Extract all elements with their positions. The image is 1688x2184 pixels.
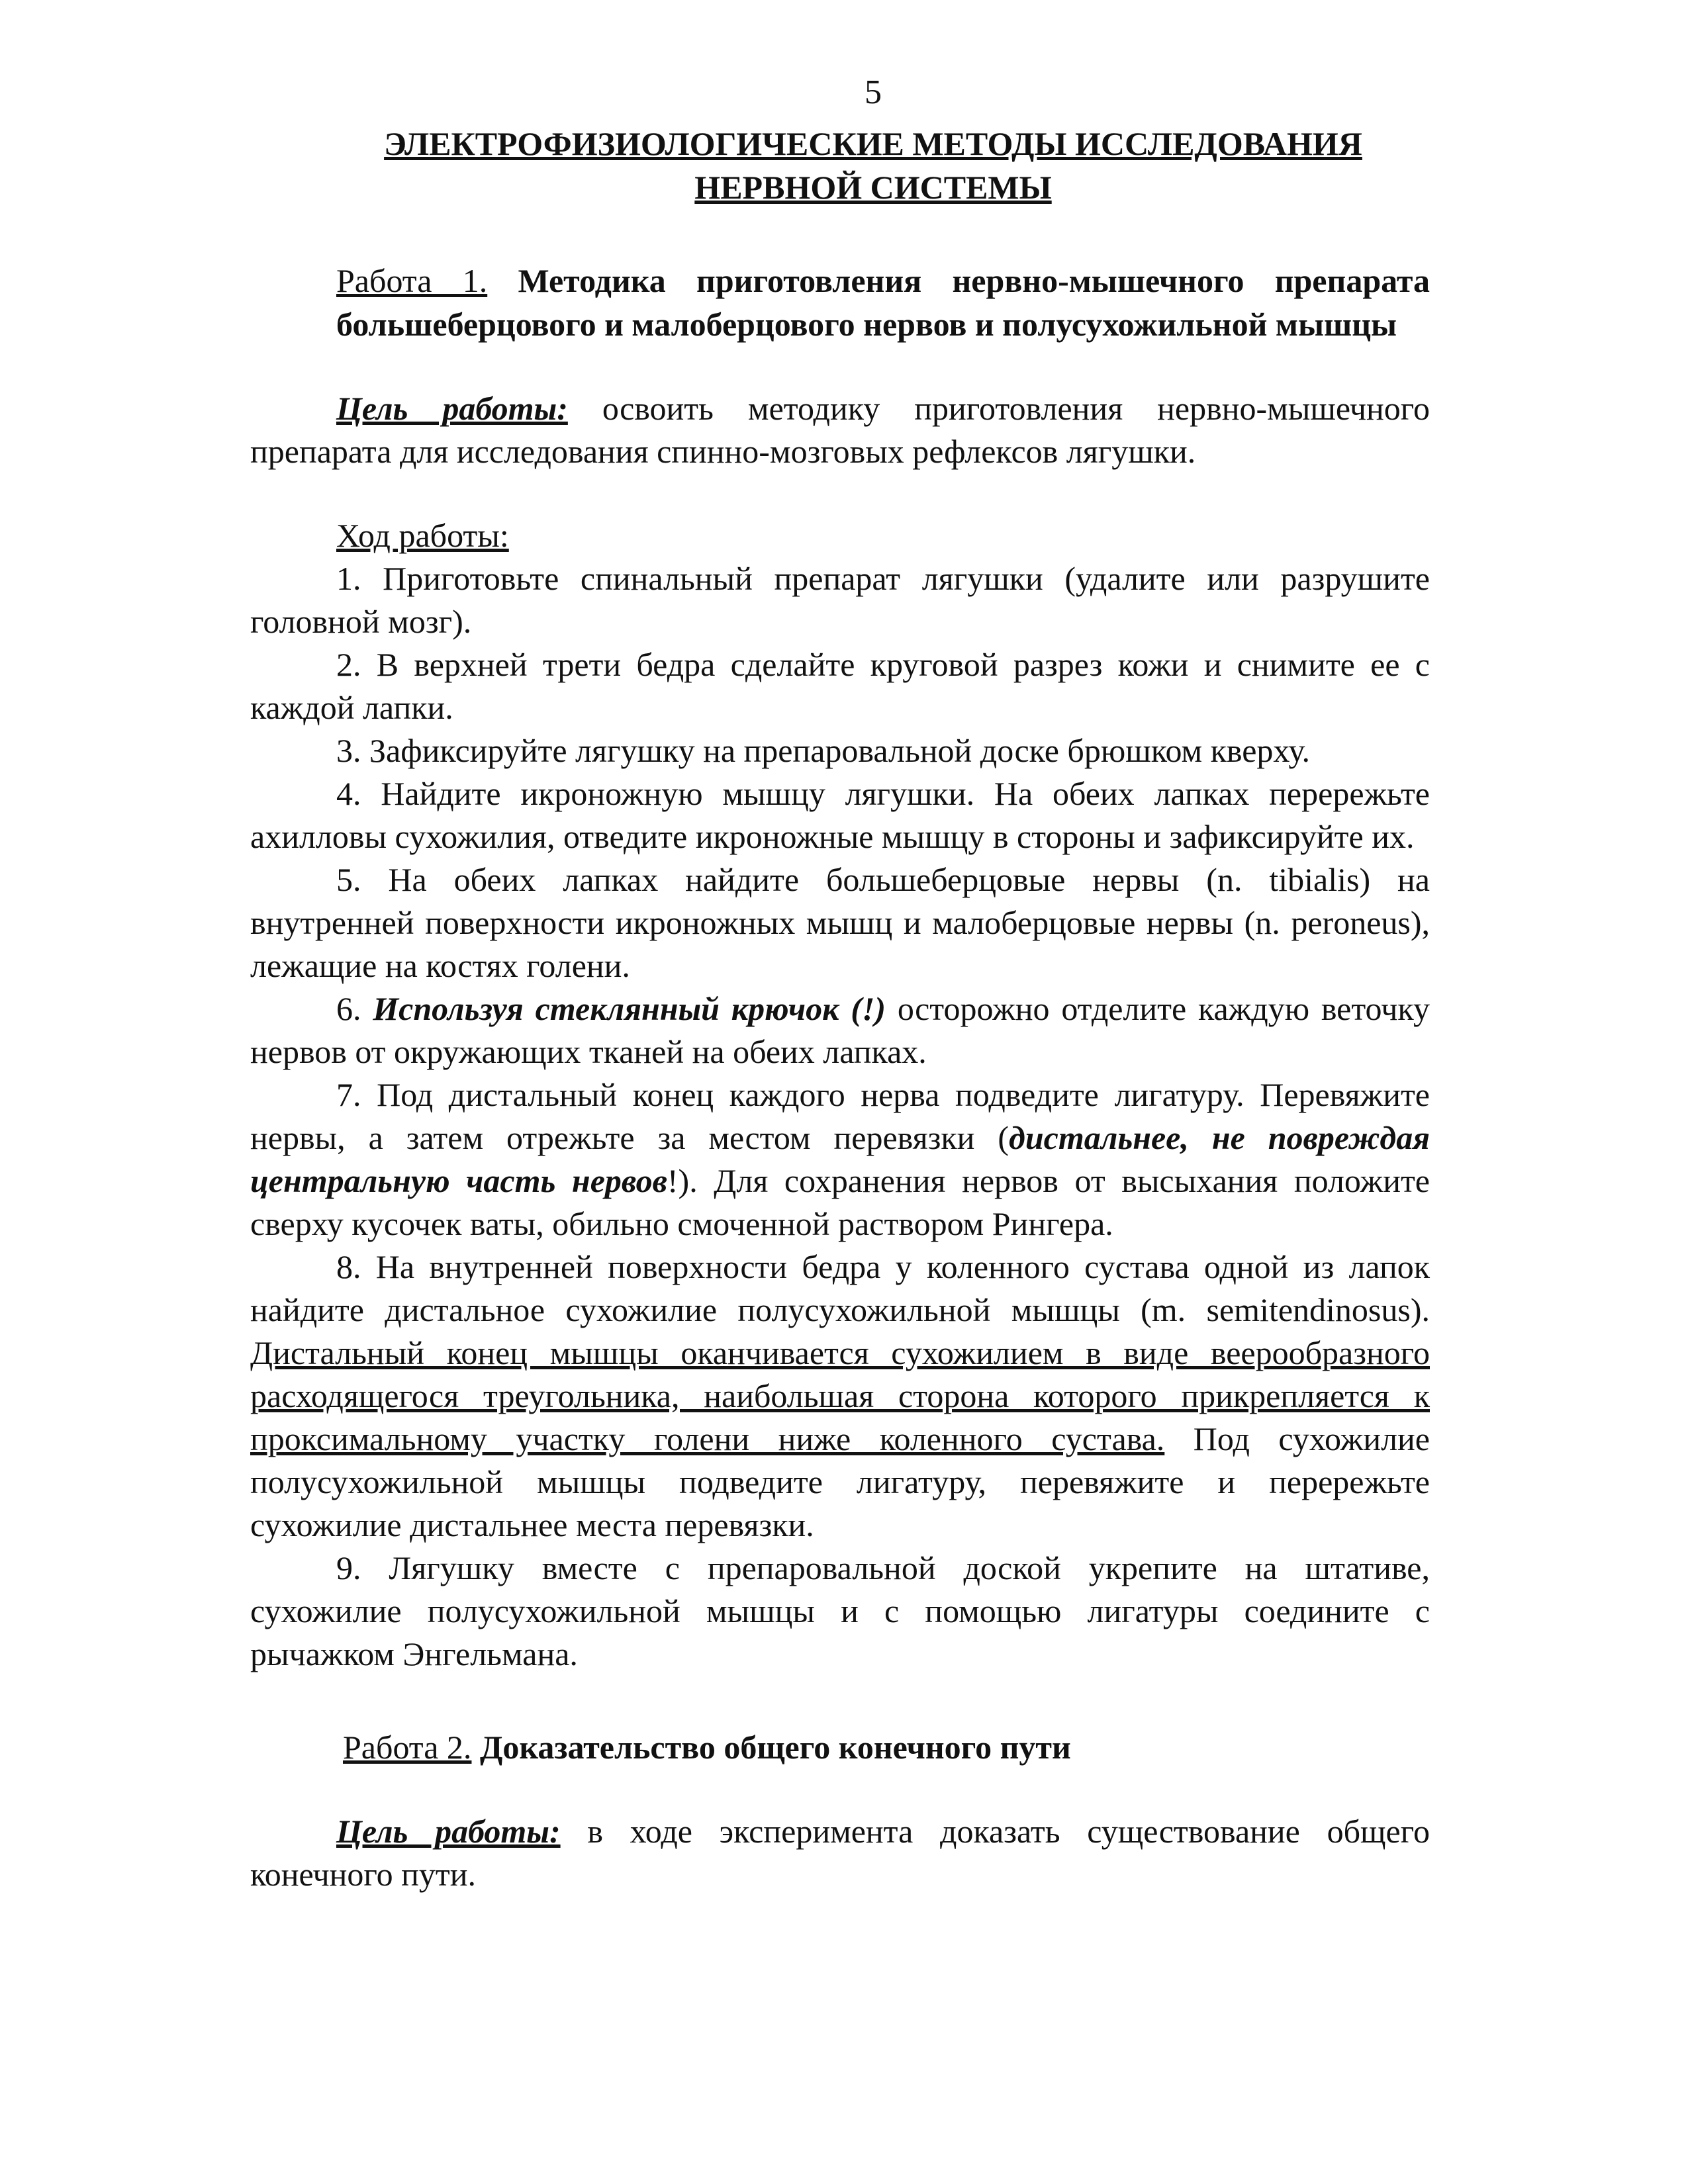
step-7-text-b: !). Для сохранения нервов от высыхания положите сверху кусочек ваты, обильно смоченной раствором Рингера.: [250, 1162, 1430, 1242]
step-8-text-b: Под сухожилие полусухожильной мышцы подведите лигатуру, перевяжите и перережьте сухожилие дистальнее места перевязки.: [250, 1420, 1430, 1543]
step-8-text-a: 8. На внутренней поверхности бедра у коленного сустава одной из лапок найдите дистальное сухожилие полусухожильной мышцы (m. semitendinosus).: [250, 1248, 1430, 1328]
step-6-number: 6.: [336, 990, 373, 1027]
work-2-goal-text: в ходе эксперимента доказать существование общего конечного пути.: [250, 1813, 1430, 1893]
section-title-line-2: НЕРВНОЙ СИСТЕМЫ: [694, 169, 1052, 206]
section-title-line-1: ЭЛЕКТРОФИЗИОЛОГИЧЕСКИЕ МЕТОДЫ ИССЛЕДОВАНИЯ: [384, 125, 1362, 162]
step-6-emphasis: Используя стеклянный крючок (!): [373, 990, 886, 1027]
work-2-title: Доказательство общего конечного пути: [471, 1729, 1071, 1766]
work-1-goal-text: освоить методику приготовления нервно-мышечного препарата для исследования спинно-мозговых рефлексов лягушки.: [250, 390, 1430, 470]
work-2-heading: [343, 1725, 1430, 1769]
step-4: 4. Найдите икроножную мышцу лягушки. На обеих лапках перережьте ахилловы сухожилия, отведите икроножные мышцу в стороны и зафиксируйте их.: [250, 775, 1430, 855]
work-1-goal: [250, 387, 1430, 473]
step-9: 9. Лягушку вместе с препаровальной доской укрепите на штативе, сухожилие полусухожильной мышцы и с помощью лигатуры соедините с рычажком Энгельмана.: [250, 1549, 1430, 1672]
work-1-heading: [336, 259, 1430, 346]
step-1: 1. Приготовьте спинальный препарат лягушки (удалите или разрушите головной мозг).: [250, 560, 1430, 640]
step-3: 3. Зафиксируйте лягушку на препаровальной доске брюшком кверху.: [336, 732, 1311, 769]
document-page: [250, 73, 1430, 1896]
work-2-label: Работа 2.: [343, 1729, 472, 1766]
step-8-underlined: Дистальный конец мышцы оканчивается сухожилием в виде веерообразного расходящегося треугольника, наибольшая сторона которого прикрепляется к проксимальному участку голени ниже коленного сустава.: [250, 1334, 1430, 1457]
page-number: 5: [865, 73, 882, 111]
work-1-label: Работа 1.: [336, 262, 488, 299]
step-7-emphasis: дистальнее, не повреждая центральную часть нервов: [250, 1119, 1430, 1199]
work-1-title: Методика приготовления нервно-мышечного препарата большеберцового и малоберцового нервов и полусухожильной мышцы: [336, 262, 1430, 343]
step-6-text: осторожно отделите каждую веточку нервов от окружающих тканей на обеих лапках.: [250, 990, 1430, 1070]
step-6: [250, 987, 1430, 1073]
step-7: [250, 1073, 1430, 1246]
step-7-text-a: 7. Под дистальный конец каждого нерва подведите лигатуру. Перевяжите нервы, а затем отрежьте за местом перевязки (: [250, 1076, 1430, 1156]
work-1-progress-label: Ход работы:: [336, 517, 509, 554]
section-title: [316, 122, 1430, 209]
step-2: 2. В верхней трети бедра сделайте круговой разрез кожи и снимите ее с каждой лапки.: [250, 646, 1430, 726]
step-8: [250, 1246, 1430, 1547]
work-2-goal: [250, 1810, 1430, 1896]
work-1-goal-label: Цель работы:: [336, 390, 568, 427]
step-5: 5. На обеих лапках найдите большеберцовые нервы (n. tibialis) на внутренней поверхности икроножных мышц и малоберцовые нервы (n. peroneus), лежащие на костях голени.: [250, 861, 1430, 984]
work-2-goal-label: Цель работы:: [336, 1813, 561, 1850]
